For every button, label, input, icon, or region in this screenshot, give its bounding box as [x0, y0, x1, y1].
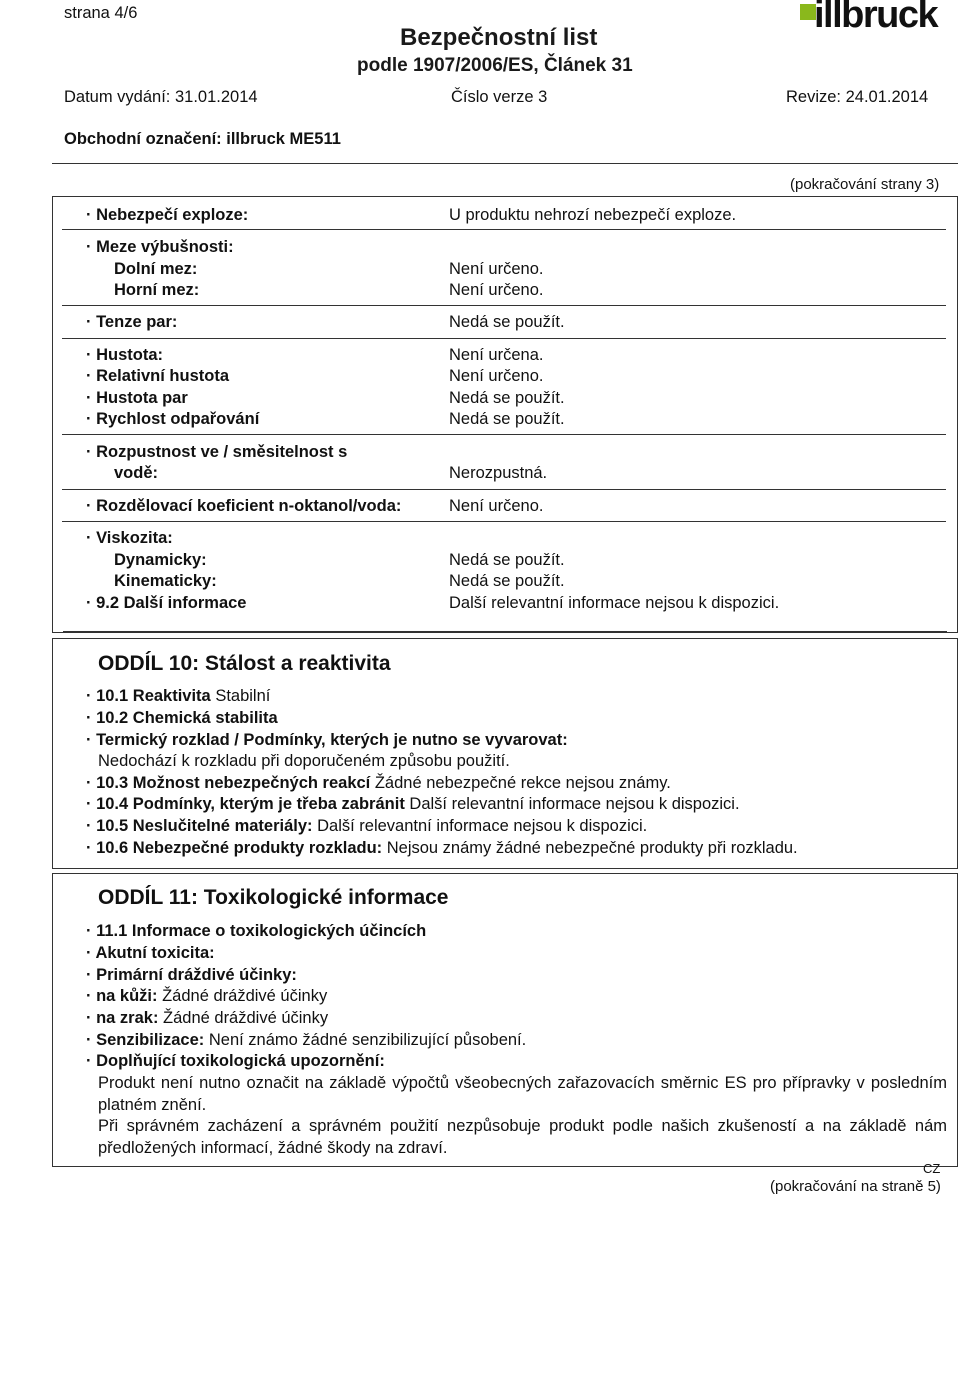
eye-effect-value: Žádné dráždivé účinky: [158, 1009, 329, 1027]
trade-name: Obchodní označení: illbruck ME511: [64, 130, 341, 148]
hazardous-reactions-row: [86, 774, 671, 793]
divider: [62, 434, 946, 435]
solubility-value: Nerozpustná.: [449, 464, 548, 482]
document-subtitle: podle 1907/2006/ES, Článek 31: [357, 55, 633, 76]
thermal-decomposition-value: Nedochází k rozkladu při doporučeném způsobu použití.: [98, 752, 510, 770]
other-info-value: Další relevantní informace nejsou k dispozici.: [449, 594, 780, 612]
divider: [62, 229, 946, 230]
reactivity-value: Stabilní: [210, 687, 271, 705]
divider: [62, 338, 946, 339]
other-info-label: · 9.2 Další informace: [86, 594, 247, 612]
section-11-title: ODDÍL 11: Toxikologické informace: [98, 886, 449, 909]
revision-date: Revize: 24.01.2014: [786, 88, 929, 106]
skin-effect-label: · na kůži:: [86, 987, 158, 1005]
hazardous-reactions-label: · 10.3 Možnost nebezpečných reakcí: [86, 774, 371, 792]
relative-density-value: Není určeno.: [449, 367, 544, 385]
header-divider: [52, 163, 958, 164]
divider: [62, 521, 946, 522]
eye-effect-label: · na zrak:: [86, 1009, 159, 1027]
reactivity-row: [86, 687, 270, 706]
toxicological-effects-label: · 11.1 Informace o toxikologických účincích: [86, 922, 427, 940]
vapour-density-label: · Hustota par: [86, 389, 188, 407]
evaporation-rate-label: · Rychlost odpařování: [86, 410, 260, 428]
decomposition-products-label: · 10.6 Nebezpečné produkty rozkladu:: [86, 839, 383, 857]
density-value: Není určena.: [449, 346, 544, 364]
section-9-bottom-line: [63, 631, 947, 632]
explosion-label: · Nebezpečí exploze:: [86, 206, 249, 224]
kinematic-viscosity-value: Nedá se použít.: [449, 572, 565, 590]
kinematic-viscosity-label: Kinematicky:: [114, 572, 217, 590]
continuation-from: (pokračování strany 3): [790, 176, 940, 193]
sensitization-value: Není známo žádné senzibilizující působení.: [204, 1031, 527, 1049]
additional-info-label: · Doplňující toxikologická upozornění:: [86, 1052, 385, 1070]
thermal-decomposition-label: · Termický rozklad / Podmínky, kterých je nutno se vyvarovat:: [86, 731, 568, 749]
explosion-limits-label: · Meze výbušnosti:: [86, 238, 234, 256]
decomposition-products-row: [86, 839, 798, 858]
explosion-value: U produktu nehrozí nebezpečí exploze.: [449, 206, 737, 224]
skin-effect-value: Žádné dráždivé účinky: [157, 987, 328, 1005]
upper-limit-label: Horní mez:: [114, 281, 200, 299]
partition-coefficient-value: Není určeno.: [449, 497, 544, 515]
lower-limit-label: Dolní mez:: [114, 260, 198, 278]
incompatible-materials-value: Další relevantní informace nejsou k dispozici.: [312, 817, 648, 835]
solubility-label-water: vodě:: [114, 464, 159, 482]
vapour-density-value: Nedá se použít.: [449, 389, 565, 407]
incompatible-materials-label: · 10.5 Neslučitelné materiály:: [86, 817, 313, 835]
sensitization-row: [86, 1031, 526, 1050]
illbruck-logo: [800, 0, 960, 40]
vapour-pressure-label: · Tenze par:: [86, 313, 178, 331]
version-number: Číslo verze 3: [451, 88, 548, 106]
document-title: Bezpečnostní list: [400, 24, 598, 51]
classification-paragraph: Produkt není nutno označit na základě výpočtů všeobecných zařazovacích směrnic ES pro přípravky v posledním platném znění.: [98, 1074, 947, 1114]
irritant-effects-label: · Primární dráždivé účinky:: [86, 966, 297, 984]
conditions-to-avoid-row: [86, 795, 740, 814]
continuation-to: (pokračování na straně 5): [770, 1178, 941, 1195]
hazardous-reactions-value: Žádné nebezpečné rekce nejsou známy.: [370, 774, 671, 792]
divider: [62, 305, 946, 306]
decomposition-products-value: Nejsou známy žádné nebezpečné produkty při rozkladu.: [382, 839, 798, 857]
sensitization-label: · Senzibilizace:: [86, 1031, 205, 1049]
lower-limit-value: Není určeno.: [449, 260, 544, 278]
partition-coefficient-label: · Rozdělovací koeficient n-oktanol/voda:: [86, 497, 402, 515]
upper-limit-value: Není určeno.: [449, 281, 544, 299]
viscosity-label: · Viskozita:: [86, 529, 173, 547]
incompatible-materials-row: [86, 817, 647, 836]
skin-effect-row: [86, 987, 327, 1006]
dynamic-viscosity-label: Dynamicky:: [114, 551, 207, 569]
safe-handling-paragraph: Při správném zacházení a správném použití nezpůsobuje produkt podle našich zkušeností a na základě nám předložených informací, žádné škody na zdraví.: [98, 1117, 947, 1157]
vapour-pressure-value: Nedá se použít.: [449, 313, 565, 331]
logo-text: illbruck: [814, 0, 938, 36]
solubility-label: · Rozpustnost ve / směsitelnost s: [86, 443, 348, 461]
conditions-to-avoid-label: · 10.4 Podmínky, kterým je třeba zabránit: [86, 795, 405, 813]
page-number: strana 4/6: [64, 4, 138, 22]
reactivity-label: · 10.1 Reaktivita: [86, 687, 211, 705]
eye-effect-row: [86, 1009, 328, 1028]
acute-toxicity-label: · Akutní toxicita:: [86, 944, 215, 962]
density-label: · Hustota:: [86, 346, 163, 364]
divider: [62, 489, 946, 490]
section-10-title: ODDÍL 10: Stálost a reaktivita: [98, 652, 391, 675]
chemical-stability-label: · 10.2 Chemická stabilita: [86, 709, 278, 727]
conditions-to-avoid-value: Další relevantní informace nejsou k dispozici.: [404, 795, 740, 813]
issue-date: Datum vydání: 31.01.2014: [64, 88, 258, 106]
evaporation-rate-value: Nedá se použít.: [449, 410, 565, 428]
relative-density-label: · Relativní hustota: [86, 367, 230, 385]
country-code: CZ: [923, 1161, 941, 1176]
dynamic-viscosity-value: Nedá se použít.: [449, 551, 565, 569]
